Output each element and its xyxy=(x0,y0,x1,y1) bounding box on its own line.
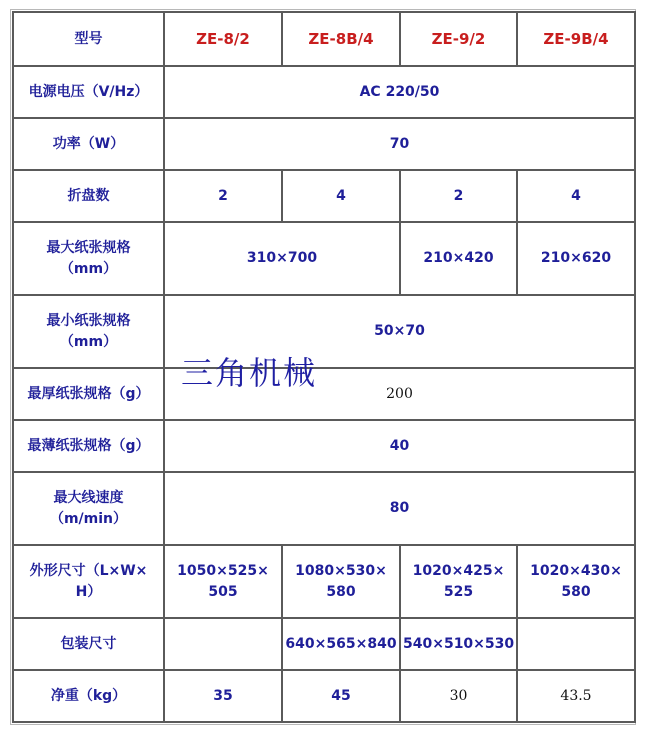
row-weight xyxy=(13,670,635,722)
voltage-label: 电源电压（V/Hz） xyxy=(13,66,164,118)
weight-value: 43.5 xyxy=(517,670,635,722)
max-paper-value-b: 210×420 xyxy=(400,222,517,295)
speed-label-line2: （m/min） xyxy=(49,510,128,527)
folds-label: 折盘数 xyxy=(13,170,164,222)
row-folds xyxy=(13,170,635,222)
speed-value: 80 xyxy=(164,472,635,545)
package-value: 540×510×530 xyxy=(400,618,517,670)
max-paper-label xyxy=(13,222,164,295)
speed-label xyxy=(13,472,164,545)
voltage-value: AC 220/50 xyxy=(164,66,635,118)
max-paper-label-line2: （mm） xyxy=(59,260,118,277)
row-thickest xyxy=(13,368,635,420)
dimensions-value xyxy=(164,545,282,618)
dimensions-label-line2: H） xyxy=(75,583,102,600)
row-voltage xyxy=(13,66,635,118)
min-paper-label-line2: （mm） xyxy=(59,333,118,350)
dimensions-label xyxy=(13,545,164,618)
package-value xyxy=(164,618,282,670)
folds-value: 2 xyxy=(164,170,282,222)
speed-label-line1: 最大线速度 xyxy=(53,489,124,506)
dimensions-value-line2: 580 xyxy=(326,583,356,600)
package-value: 640×565×840 xyxy=(282,618,400,670)
spec-table xyxy=(12,11,636,723)
dimensions-value xyxy=(517,545,635,618)
model-ze-9-2: ZE-9/2 xyxy=(400,12,517,66)
folds-value: 4 xyxy=(282,170,400,222)
row-min-paper xyxy=(13,295,635,368)
min-paper-label xyxy=(13,295,164,368)
dimensions-value-line1: 1080×530× xyxy=(295,562,387,579)
model-ze-8b-4: ZE-8B/4 xyxy=(282,12,400,66)
header-row xyxy=(13,12,635,66)
header-label: 型号 xyxy=(13,12,164,66)
power-label: 功率（W） xyxy=(13,118,164,170)
max-paper-value-c: 210×620 xyxy=(517,222,635,295)
thinnest-value: 40 xyxy=(164,420,635,472)
min-paper-label-line1: 最小纸张规格 xyxy=(46,312,131,329)
thickest-value: 200 xyxy=(164,368,635,420)
thinnest-label: 最薄纸张规格（g） xyxy=(13,420,164,472)
dimensions-value-line2: 505 xyxy=(208,583,238,600)
row-package xyxy=(13,618,635,670)
weight-value: 30 xyxy=(400,670,517,722)
spec-table-frame xyxy=(10,9,636,725)
power-value: 70 xyxy=(164,118,635,170)
model-ze-9b-4: ZE-9B/4 xyxy=(517,12,635,66)
min-paper-value: 50×70 xyxy=(164,295,635,368)
model-ze-8-2: ZE-8/2 xyxy=(164,12,282,66)
folds-value: 4 xyxy=(517,170,635,222)
row-thinnest xyxy=(13,420,635,472)
max-paper-value-a: 310×700 xyxy=(164,222,400,295)
watermark-text: 三角机械 xyxy=(181,354,318,392)
weight-value: 45 xyxy=(282,670,400,722)
dimensions-value-line1: 1020×425× xyxy=(412,562,505,579)
row-power xyxy=(13,118,635,170)
weight-label: 净重（kg） xyxy=(13,670,164,722)
dimensions-value xyxy=(400,545,517,618)
package-value xyxy=(517,618,635,670)
folds-value: 2 xyxy=(400,170,517,222)
dimensions-value-line1: 1020×430× xyxy=(530,562,622,579)
max-paper-label-line1: 最大纸张规格 xyxy=(46,239,131,256)
dimensions-label-line1: 外形尺寸（L×W× xyxy=(29,562,148,579)
thickest-label: 最厚纸张规格（g） xyxy=(13,368,164,420)
dimensions-value-line2: 525 xyxy=(443,583,474,600)
row-max-paper xyxy=(13,222,635,295)
dimensions-value-line2: 580 xyxy=(561,583,591,600)
row-dimensions xyxy=(13,545,635,618)
weight-value: 35 xyxy=(164,670,282,722)
row-speed xyxy=(13,472,635,545)
dimensions-value-line1: 1050×525× xyxy=(177,562,269,579)
package-label: 包装尺寸 xyxy=(13,618,164,670)
dimensions-value xyxy=(282,545,400,618)
